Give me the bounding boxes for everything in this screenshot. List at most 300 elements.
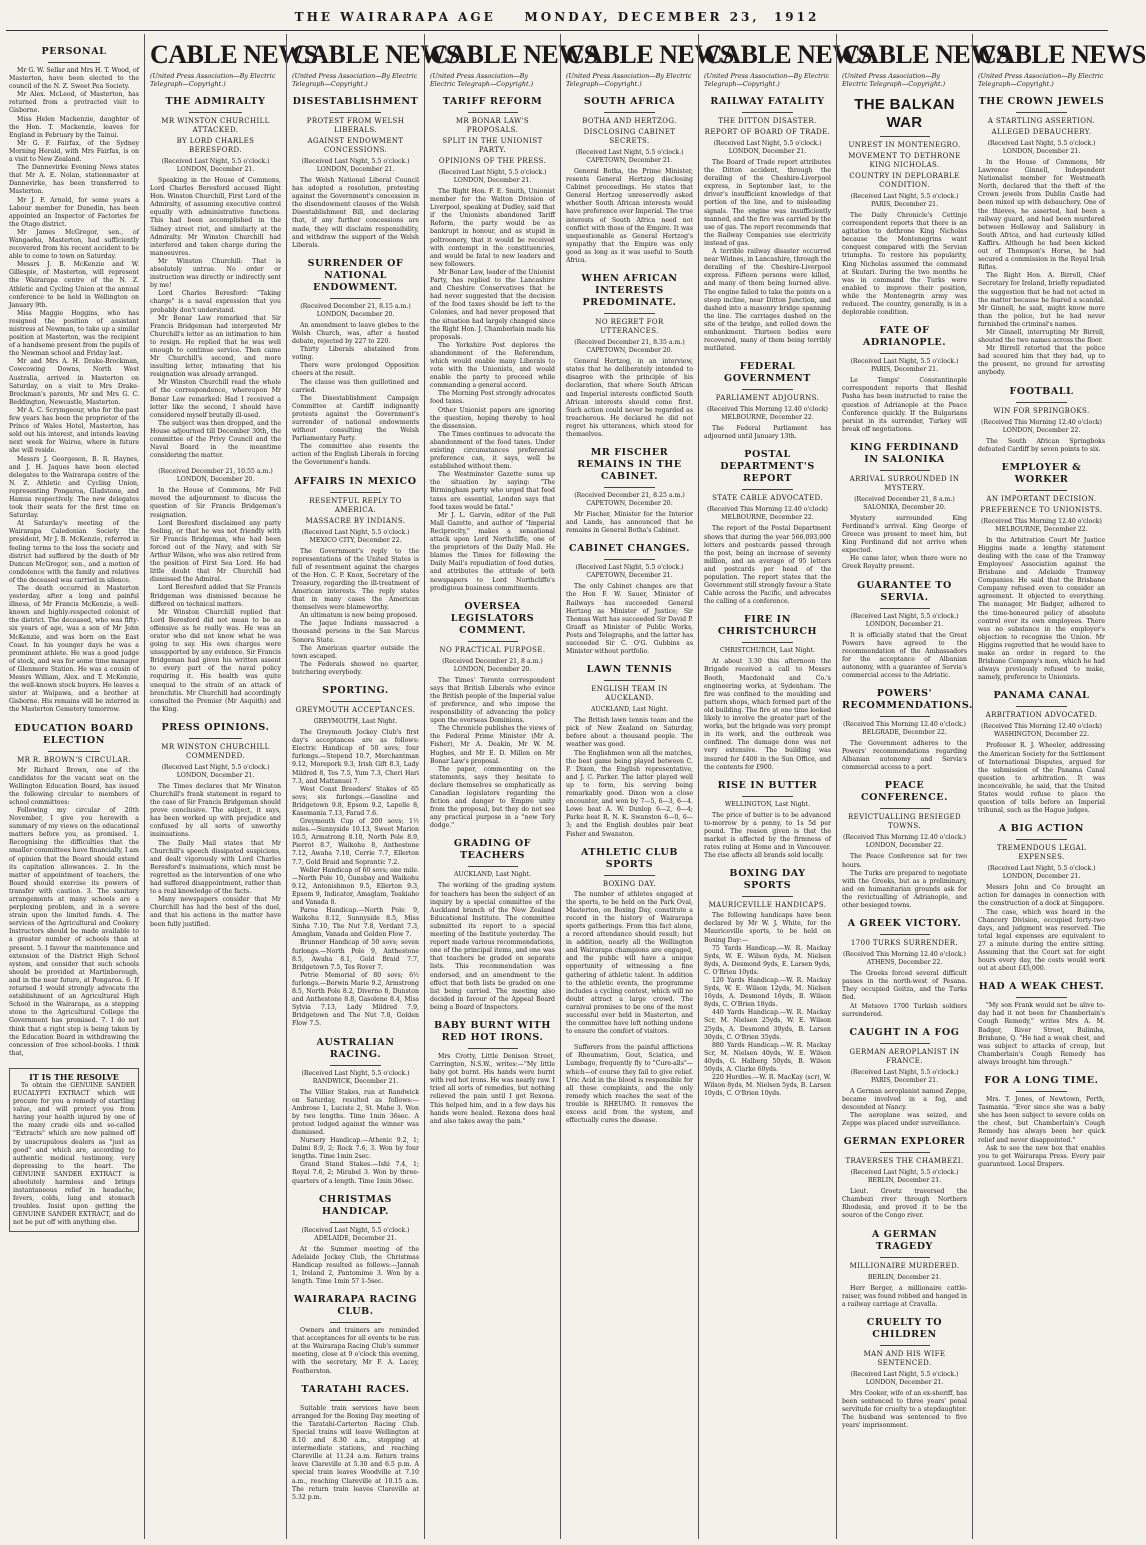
article — [978, 690, 1105, 815]
article-dateline: CHRISTCHURCH, Last Night. — [720, 647, 815, 655]
article — [704, 361, 831, 441]
article-dateline: (Received This Morning 12.40 o'clock) MELBOURNE, December 22. — [981, 517, 1102, 533]
article-subhead: DISCLOSING CABINET SECRETS. — [583, 128, 676, 145]
headline-rule — [468, 1048, 518, 1049]
article-paragraph: The Peace Conference sat for two hours. — [842, 853, 967, 869]
article-paragraph: Lord Beresford added that Sir Francis Bridgeman was dismissed because he differed on technical matters. — [150, 584, 281, 608]
article-headline: RAILWAY FATALITY — [710, 96, 825, 107]
article-headline: AFFAIRS IN MEXICO — [294, 475, 417, 487]
advertisement-headline: IT IS THE RESOLVE — [29, 1071, 119, 1082]
article-headline: WAIRARAPA RACING CLUB. — [293, 1294, 418, 1318]
article-paragraph: A German aeroplanist named Zeppe, became involved in a fog, and descended at Nancy. — [842, 1087, 967, 1111]
article-headline: MR FISCHER REMAINS IN THE CABINET. — [577, 447, 682, 483]
newspaper-column — [972, 34, 1146, 1539]
article — [292, 1037, 419, 1186]
article-subhead: UNREST IN MONTENEGRO. — [848, 141, 961, 149]
article-paragraph: Mr James McGregor, sen., of Wangaehu, Masterton, had sufficiently recovered from his recent accident to be able to come to town on Saturday. — [9, 228, 139, 261]
article-dateline: (Received This Morning 12.40 o'clock) MELBOURNE, December 22. — [707, 506, 828, 522]
article-paragraph: Paroa Handicap.—North Pole 9, Waikohu 8.12, Sunnyside 8.5, Miss Sinha 7.10, The Nut 7.8, Verdant 7.3, Amaglam, Vanada and Golden Flow 7. — [292, 907, 419, 939]
article-headline: THE CROWN JEWELS — [978, 96, 1105, 107]
article-subhead: TREMENDOUS LEGAL EXPENSES. — [996, 844, 1087, 862]
article-subhead: REVICTUALLING BESIEGED TOWNS. — [847, 813, 961, 831]
article-paragraph: Mr and Mrs A. H. Drake-Brockman, Cowcowing Downs, North West Australia, arrived in Masterton on Saturday, on a visit to Mrs Drake-Brockman's parents, Mr and Mrs G. C. Beddington, Newcastle, Masterton. — [9, 358, 139, 406]
article-paragraph: Herr Berger, a millionaire cattle-raiser, was found robbed and hanged in a railway carriage at Cravalla. — [842, 1284, 967, 1308]
article-paragraph: The committee also resents the action of the English Liberals in forcing the Government's hands. — [292, 443, 419, 467]
article — [842, 1317, 967, 1430]
article-paragraph: Mr Bonar Law remarked that Sir Francis Bridgeman had interpreted Mr Churchill's letter as an intimation to him to resign. He replied that he was well enough to continue service. Then came Mr Churchill's second, and more insulting letter, intimating that his resignation was already arranged. — [150, 314, 281, 379]
article-paragraph: Ask to see the new box that enables you to get Wairarapa Press. Every pair guaranteed. Local Drapers. — [978, 1144, 1105, 1168]
article-subhead: ARBITRATION ADVOCATED. — [985, 711, 1098, 720]
article-dateline: (Received Last Night, 5.5 o'clock.) LONDON, December 21. — [161, 763, 270, 779]
article-dateline: (Received Last Night, 5.5 o'clock.) RANDWICK, December 21. — [301, 1069, 410, 1085]
article-subhead: PREFERENCE TO UNIONISTS. — [980, 505, 1103, 514]
headline-rule — [330, 1065, 381, 1066]
article-dateline: (Received December 21, 8.15 a.m.) LONDON, December 20. — [300, 302, 411, 318]
article-subhead: MR BONAR LAW'S PROPOSALS. — [455, 117, 530, 134]
article — [704, 449, 831, 606]
headline-rule — [48, 751, 100, 752]
press-credit: (United Press Association—By Electric Telegraph—Copyright.) — [150, 72, 276, 88]
headline-rule — [880, 1043, 930, 1044]
headline-rule — [880, 808, 930, 809]
article-subhead: SPLIT IN THE UNIONIST PARTY. — [442, 137, 543, 154]
article-dateline: (Received This Morning 12.40 o'clock) LONDON, December 22. — [981, 418, 1102, 434]
article — [292, 1194, 419, 1286]
article-headline: AUSTRALIAN RACING. — [316, 1036, 395, 1060]
article-paragraph: The clause was then guillotined and carried. — [292, 378, 419, 394]
article-dateline: (Received Last Night, 5.5 o'clock.) LONDON, December 21. — [850, 1370, 959, 1386]
article-subhead: PARLIAMENT ADJOURNS. — [715, 394, 820, 403]
article-paragraph: The Times declares that Mr Winston Churchill's frank statement in regard to the case of Sir Francis Bridgeman should prove conclusive. The subject, it says, has been worked up with prejudice and confused by all sorts of unworthy insinuations. — [150, 782, 281, 839]
article-dateline: (Received Last Night, 5.5 o'clock.) LONDON, December 21. — [987, 140, 1096, 155]
article-dateline: (Received Last Night, 5.5 o'clock.) LONDON, December 21. — [301, 158, 410, 173]
headline-rule — [468, 641, 518, 642]
article-headline: HAD A WEAK CHEST. — [978, 981, 1105, 993]
article-paragraph: Mr A. C. Scrymgeour, who for the past few years has been the proprietor of the Prince of Wales Hotel, Masterton, has sold out his interest, and intends leaving next week for Wairoa, where in future she will reside. — [9, 406, 139, 455]
article-paragraph: Mr G. W. Sellar and Mrs H. T. Wood, of Masterton, have been elected to the council of the N. Z. Sweet Pea Society. — [9, 67, 139, 91]
article-paragraph: The paper, commenting on the statements, says they hesitate to declare themselves so emphatically as Canadian legislators regarding the fiction and danger to Empire unity from the proposal, but they do not see any practical purpose in a "new Tory dodge." — [430, 765, 555, 830]
article-subhead: MASSACRE BY INDIANS. — [305, 516, 406, 525]
article-paragraph: An ultimatum is now being proposed. — [300, 612, 418, 620]
article-paragraph: The report of the Postal Department shows that during the year 566,093,000 letters and postcards passed through the post, being an increase of seventy million, and an average of 95 letters and postcards per head of the population. The report states that the Government still strongly favour a State Cable across the Pacific, and advocates the calling of a conference. — [704, 525, 831, 606]
article-paragraph: The Englishmen won all the matches, the best game being played between C. P. Dixon, the English representative, and J. C. Parker. The latter played well up to form, his serving being remarkably good. Dixon won a close encounter, and won by 7—5, 6—3, 6—4. Lowe beat A. W. Dunlop 6—2, 6—4; Parke beat R. N. K. Swanston 6—0, 6—3; and the English doubles pair beat Fisher and Swanston. — [566, 749, 693, 838]
headline-rule — [189, 738, 241, 739]
headline-rule — [742, 642, 793, 643]
article-paragraph: 880 Yards Handicap.—W. R. Mackay Scr, M. Nielsen 40yds, W. E. Wilson 40yds, G. Halberg 50yds, B. Wilson 50yds, A. Clarke 60yds. — [704, 1041, 831, 1074]
headline-rule — [604, 487, 655, 488]
headline-rule — [880, 470, 930, 471]
article — [978, 96, 1105, 378]
article-paragraph: There were prolonged Opposition cheers at the result. — [292, 362, 419, 378]
article — [150, 468, 281, 714]
headline-rule — [880, 608, 930, 609]
article — [842, 1027, 967, 1128]
article-paragraph: Nursery Handicap.—Athenic 9.2, 1; Dalmi 8.9, 2; Rock 7.6, 3. Won by four lengths. Time 1min 2sec. — [292, 1137, 419, 1161]
headline-rule — [1016, 112, 1067, 113]
article-headline: POWERS' RECOMMENDATIONS. — [842, 688, 973, 712]
article-dateline: (Received This Morning 12.40 o'clock) WASHINGTON, December 22. — [981, 723, 1102, 739]
article — [842, 780, 967, 910]
article-paragraph: The Right Hon. A. Birrell, Chief Secretary for Ireland, briefly repudiated the suggestion that he had not acted in the matter because he feared a scandal. Mr Ginnell, he said, might know more than the police, but he had never furnished the criminal's names. — [978, 272, 1105, 328]
article — [566, 273, 693, 439]
article — [842, 688, 973, 772]
article-dateline: (Received Last Night, 5.5 o'clock.) LONDON, December 21. — [850, 612, 959, 628]
article-subhead: COUNTRY IN DEPLORABLE CONDITION. — [849, 172, 960, 189]
article-paragraph: At about 3.30 this afternoon the Brigade received a call to Messrs Booth, Macdonald and Co.'s engineering works, at Sydenham. The fire was confined to the moulding and pattern shops, which formed part of the old building. The fire at one time looked likely to involve the greater part of the works, but the brigade was very prompt in its work, and the outbreak was confined. The damage done was not very extensive. The building was insured for £400 in the Sun Office, and the contents for £900. — [704, 658, 831, 771]
article-paragraph: The British lawn tennis team and the pick of New Zealand on Saturday, before about a thousand people. The weather was good. — [566, 717, 693, 749]
article — [566, 543, 693, 656]
article-headline: GERMAN EXPLORER — [843, 1136, 966, 1148]
column-header: CABLE NEWS — [704, 40, 872, 69]
article — [978, 462, 1105, 683]
article-paragraph: Mr Winston Churchill replied that Lord Beresford did not mean to be as offensive as he really was. He was an orator who did not know what he was going to say. His own charges were unsupported by any evidence. Sir Francis Bridgeman had given his written assent to every part of the naval policy requiring it. His health was quite unequal to the strain of an attack of bronchitis. Mr Churchill had accordingly consulted the Premier (Mr Asquith) and the King. — [150, 608, 281, 713]
article — [430, 96, 555, 593]
article — [430, 838, 555, 1012]
article-paragraph: In the Arbitration Court Mr Justice Higgins made a lengthy statement dealing with the case of the Tramway Employees' Association against the Brisbane and Adelaide Tramway Companies. He said that the Brisbane Company refused even to consider an agreement. It objected to everything. The manager, Mr Badger, adhered to the time-honoured policy of absolute control over its own employees. There was no substance in the employer's objection to recognise the Union. Mr Higgins regretted that he would have to make an order in regard to the Brisbane Company's men, which he had always previously refused to make, namely, preference to Unionists. — [978, 536, 1105, 682]
article-paragraph: The American quarter outside the town escaped. — [292, 644, 419, 660]
headline-rule — [468, 112, 518, 113]
article-subhead: MAURICEVILLE HANDICAPS. — [708, 901, 827, 910]
headline-rule — [880, 934, 930, 935]
article-headline: WHEN AFRICAN INTERESTS PREDOMINATE. — [581, 273, 678, 309]
article-headline: FOR A LONG TIME. — [984, 1075, 1099, 1087]
headline-rule — [880, 136, 930, 137]
article-subhead: STATE CABLE ADVOCATED. — [712, 494, 823, 503]
article-paragraph: The Government adheres to the Powers' recommendations regarding Albanian autonomy and Servia's commercial access to a port. — [842, 740, 967, 772]
article — [566, 1044, 693, 1125]
article-paragraph: Mr Fischer, Minister for the Interior and Lands, has announced that he remains in General Botha's Cabinet. — [566, 511, 693, 535]
article-subhead: OPINIONS OF THE PRESS. — [438, 157, 547, 165]
article-paragraph: Mr J. F. Arnold, for some years a Labour member for Dunedin, has been appointed an Inspector of Factories for the Otago district. — [9, 196, 139, 228]
article-dateline: (Received Last Night, 5.5 o'clock.) PARIS, December 21. — [850, 1068, 959, 1084]
press-credit: (United Press Association—By Electric Telegraph—Copyright.) — [430, 72, 534, 88]
article-paragraph: The Greeks forced several difficult passes in the north-west of Pesana. They occupied Goitza, and the Turks fled. — [842, 970, 967, 1002]
article — [704, 868, 831, 1098]
article-paragraph: The South African Springboks defeated Cardiff by seven points to six. — [978, 437, 1105, 453]
article-dateline: (Received December 21, 8.35 a.m.) CAPETOWN, December 20. — [574, 339, 685, 355]
article-paragraph: Lord Beresford disclaimed any party feeling, or that he was not friendly with Sir Francis Bridgeman, who had been forced out of the Navy, and with Sir Arthur Wilson, who was also retired from the position of First Sea Lord. He had little doubt that Mr Churchill had dismissed the Admiral. — [150, 519, 281, 584]
headline-rule — [880, 1257, 930, 1258]
article-dateline: (Received Last Night, 5.5 o'clock.) ADELAIDE, December 21. — [301, 1226, 410, 1242]
newspaper-columns — [4, 34, 1146, 1539]
article-paragraph: The Villier Stakes, run at Randwick on Saturday, resulted as follows:—Ambrose 1, Luciste 2, St. Mahe 3. Won by two lengths. Time 1min 36sec. A protest lodged against the winner was dismissed. — [292, 1088, 419, 1136]
article-paragraph: Petrie Memorial of 80 sovs; 6½ furlongs.—Berwin Marie 9.2, Armstrong 8.5, North Pole 8.2, Diverno 8, Dunston and Anthestone 8.8, Gasolene 8.4, Miss Sylvia 7.13, Lady Mildred 7.9, Bridgetown and The Nut 7.8, Golden Flow 7.5. — [292, 971, 419, 1028]
article-paragraph: Messrs J. B. McKenzie and W. Gillespie, of Masterton, will represent the Wairarapa centre of the N. Z. Athletic and Cycling Union at the annual conference to be held in Wellington on January 9th. — [9, 261, 139, 309]
article — [292, 1294, 419, 1376]
article-subhead: BOXING DAY. — [602, 879, 657, 888]
article-subhead: NO REGRET FOR UTTERANCES. — [595, 318, 664, 336]
article-subhead: A STARTLING ASSERTION. — [987, 117, 1096, 125]
article-headline: FATE OF ADRIANOPLE. — [862, 325, 947, 349]
newspaper-column — [560, 34, 734, 1539]
headline-rule — [742, 489, 793, 490]
headline-rule — [742, 112, 793, 113]
headline-rule — [604, 313, 655, 314]
article-paragraph: Mr Winston Churchill read the whole of the correspondence, whereupon Mr Bonar Law remarked: Had I received a letter like the second, I should have considered myself brutally ill-used. — [150, 379, 281, 419]
article-paragraph: The case, which was heard in the Chancery Division, occupied forty-two days, and judgment was reserved. The total legal expenses are equivalent to 27 a minute during the entire sitting. Assuming that the Court sat for eight hours every day, the costs would work out at about £45,000. — [978, 908, 1105, 973]
article-paragraph: Following my circular of 20th November, I give you herewith a summary of my views on the educational matters before you, as promised. 1. Recognising the difficulties that the smaller committees have financially, I am of opinion that the Board should extend its capitation allowances. 2. In the matter of appointment of teachers, the Board should exercise its powers of transfer with caution. 3. The sanitary arrangements at many schools are a perplexing problem, and in a severe strain upon the limited funds. 4. The services of the Agricultural and Cookery Instructors should be made available to a greater number of schools than at present. 5. I favour the maintenance and extension of the District High School system, and consider that such schools should be provided at Martinborough, and in the near future, at Pongaroa. 6. If returned I would strongly advocate the establishment of an Agricultural High School in the Wairarapa, as a stepping stone to the Agricultural College the Government has promised. 7. I do not think that a right step is being taken by the Education Board in withdrawing the concession of free school-books. I think that, — [9, 806, 139, 1057]
headline-rule — [330, 1222, 381, 1223]
headline-rule — [330, 112, 381, 113]
article-subhead: MOVEMENT TO DETHRONE KING NICHOLAS. — [848, 152, 961, 169]
article-paragraph: The Jaque Indians massacred a thousand persons in the San Marcus Sonora State. — [292, 620, 419, 644]
article-paragraph: "My son Frank would not be alive to-day had it not been for Chamberlain's Cough Remedy," writes Mrs A. M. Badger, River Street, Bulimba, Brisbane, Q. "He had a weak chest, and was subject to attacks of croup, but Chamberlain's Cough Remedy has always brought him through." — [978, 1002, 1105, 1066]
article-headline: THE ADMIRALTY — [165, 96, 266, 107]
article-headline: POSTAL DEPARTMENT'S REPORT — [720, 449, 815, 485]
headline-rule — [1016, 839, 1067, 840]
article-subhead: GERMAN AEROPLANIST IN FRANCE. — [849, 1047, 960, 1065]
article-subhead: BOTHA AND HERTZOG. — [582, 117, 677, 125]
article-paragraph: The Chronicle publishes the views of the Federal Prime Minister (Mr A. Fisher), Mr A. Deakin, Mr W. M. Hughes, and Mr E. D. Millen on Mr Bonar Law's proposal. — [430, 725, 555, 765]
article-subhead: MAN AND HIS WIFE SENTENCED. — [863, 1349, 946, 1367]
headline-rule — [330, 492, 381, 493]
article-paragraph: The Dannevirke Evening News states that Mr A. E. Nolan, stationmaster at Dannevirke, has been transferred to Masterton. — [9, 164, 139, 196]
article-headline: CHRISTMAS HANDICAP. — [319, 1193, 392, 1217]
article-paragraph: Weller Handicap of 60 sovs; one mile.—North Pole 10, Gunsbay and Waikohu 9.12, Antonishmon 9.5, Ellerton 9.3, Epsom 9, Indicator, Amaglam, Teakiaho and Vanada 8. — [292, 866, 419, 906]
article-dateline: GREYMOUTH, Last Night. — [313, 718, 398, 726]
article-subhead: WIN FOR SPRINGBOKS. — [993, 406, 1090, 415]
article-paragraph: The Federals showed no quarter, butchering everybody. — [292, 660, 419, 676]
article-headline: PERSONAL — [41, 46, 107, 57]
headline-rule — [330, 1400, 381, 1401]
article-paragraph: A terrible railway disaster occurred near Widnes, in Lancashire, through the derailing of the Cheshire-Liverpool express. Fifteen persons were killed, and many of them being burned alive. The engine failed to take the points on a steep incline, near Ditton Junction, and dashed into a masonry bridge spanning the line. The carriages dashed on the site of the bridge, and rolled down the embankment. Thirteen bodies were recovered, many of them being terribly mutilated. — [704, 248, 831, 353]
article-dateline: (Received December 21, 8 a.m.) LONDON, December 20. — [442, 657, 543, 673]
article-paragraph: Grand Stand Stakes.—Ishi 7.4, 1; Royal 7.6, 2; Mirabel 3. Won by three-quarters of a length. Time 1min 36sec. — [292, 1161, 419, 1185]
article — [842, 1136, 967, 1220]
article-dateline: AUCKLAND, Last Night. — [454, 871, 531, 879]
headline-rule — [1016, 706, 1067, 707]
article-paragraph: 220 Hurdles.—W. R. MacKay (scr), W. Wilson 8yds, M. Nielsen 5yds, B. Larsen 10yds, C. O'Brien 10yds. — [704, 1074, 831, 1098]
article — [566, 664, 693, 838]
article-paragraph: Mr Bonar Law, leader of the Unionist Party, has replied to the Lancashire and Cheshire Conservatives that he had never suggested that the decision of the food taxes should be left to the Colonies, and had never proposed that the situation had largely changed since the Right Hon. J. Chamberlain made his proposals. — [430, 268, 555, 341]
article-paragraph: 120 Yards Handicap.—W. R. Mackay Syds, W. E. Wilson 12yds, M. Nielsen 16yds, A. Desmond 16yds, B. Wilson 8yds, C. O'Brien 18yds. — [704, 977, 831, 1009]
article-paragraph: The Board of Trade report attributes the Ditton accident, through the derailing of the Cheshire-Liverpool express, in September last, to the driver's insufficient knowledge of that portion of the line, and to misleading signals. The engine was insufficiently manned, and the fire was carried by the use of gas. The report recommends that the Railway Companies use electricity instead of gas. — [704, 159, 831, 247]
article-dateline: (Received December 21, 10.55 a.m.) LONDON, December 20. — [158, 468, 273, 484]
article-paragraph: Miss Helen Mackenzie, daughter of the Hon. T. Mackenzie, leaves for England in February by the Tainui. — [9, 115, 139, 139]
article-paragraph: Many newspapers consider that Mr Churchill has had the best of the duel, and that his actions in the matter have been fully justified. — [150, 896, 281, 928]
article — [150, 722, 281, 929]
article-paragraph: Mr Winston Churchill: That is absolutely untrue. No order or instruction was directly or indirectly sent by me! — [150, 257, 281, 290]
article — [842, 580, 967, 681]
article-paragraph: The Greymouth Jockey Club's first day's acceptances are as follows: Electric Handicap of 50 sovs; four furlongs.—Stepend 10.7, Merchantman 9.12, Morepork 9.3, Irish Gift 8.3, Lady Mildred 8, Tes 7.5, Yum 7.3, Cheri Hari 7.3, and Mattanuei 7. — [292, 729, 419, 785]
article — [704, 614, 831, 771]
article-paragraph: The subject was then dropped, and the House adjourned till December 30th, the committee of the Privy Council and the Naval Board in the meantime considering the matter. — [150, 419, 281, 460]
article-paragraph: 75 Yards Handicap.—W. R. Mackay Syds, W. E. Wilson 6yds, M. Nielsen 8yds, A. Desmond 9yds, E. Larsen 9yds, C. O'Brien 10yds. — [704, 944, 831, 976]
article — [842, 442, 967, 572]
article-paragraph: Thirty Liberals abstained from voting. — [292, 346, 419, 362]
article-paragraph: Mr G. F. Fairfax, of the Sydney Morning Herald, with Mrs Fairfax, is on a visit to New Zealand. — [9, 139, 139, 164]
article — [842, 918, 967, 1019]
article-paragraph: The number of athletes engaged at the sports, to be held on the Park Oval, Masterton, on Boxing Day, constitute a record in the history of Wairarapa sports gatherings. From this fact alone, a record attendance should result; but in addition, nearly all the Wellington and Wairarapa champions are engaged, and the public will have a unique opportunity of witnessing a fine gathering of athletic talent. In addition to the athletic events, the programme includes a cycling contest, which will no doubt attract a large crowd. The carnival promises to be one of the most successful ever held in Masterton, and the committee have left nothing undone to ensure the comfort of visitors. — [566, 890, 693, 1036]
article-headline: RISE IN BUTTER — [717, 779, 818, 791]
article-paragraph: The Disestablishment Campaign Committee at Cardiff indignantly protests against the Government's surrender of national endowments without consulting the Welsh Parliamentary Party. — [292, 394, 419, 443]
article-subhead: ENGLISH TEAM IN AUCKLAND. — [591, 685, 668, 703]
headline-rule — [880, 1152, 930, 1153]
article-paragraph: Mr Richard Brown, one of the candidates for the vacant seat on the Wellington Education Board, has issued the following circular to members of school committees: — [9, 766, 139, 806]
article-dateline: (Received Last Night, 5.5 o'clock.) BERLIN, December 21. — [850, 1169, 959, 1185]
headline-rule — [604, 875, 655, 876]
article — [978, 1075, 1105, 1169]
article-paragraph: It is officially stated that the Great Powers have agreed to the recommendation of the Ambassadors for the acceptance of Albanian autonomy, with a guarantee of Servia's commercial access to the Adriatic. — [842, 631, 967, 679]
article-subhead: THE DITTON DISASTER. — [718, 117, 817, 125]
headline-rule — [604, 680, 655, 681]
article-paragraph: Messrs J. Georgeson, B. R. Haynes, and J. H. Jaques have been elected delegates to the Wairarapa centre of the N. Z. Athletic and Cycling Union, representing Pongaroa, Gladstone, and Hamua respectively. The new delegates took their seats for the first time on Saturday. — [9, 455, 139, 520]
article-paragraph: Other Unionist papers are ignoring the question, hoping thereby to heal the dissension. — [430, 406, 555, 430]
article-paragraph: The Westminster Gazette sums up the situation by saying: "The Birmingham party who urged that food taxes are essential, London says that food taxes would be fatal." — [430, 471, 555, 511]
article-paragraph: The Welsh National Liberal Council has adopted a resolution, protesting against the Government's concession in the disendowment clauses of the Welsh Disestablishment Bill, and declaring that, if any further concessions are made, they will disclaim responsibility, and withdraw the support of the Welsh Liberals. — [292, 177, 419, 249]
press-credit: (United Press Association—By Electric Telegraph—Copyright.) — [704, 72, 830, 88]
headline-rule — [468, 866, 518, 867]
article-headline: A GERMAN TRAGEDY — [871, 1228, 938, 1252]
article — [9, 723, 139, 1058]
article-headline: TARIFF REFORM — [442, 96, 543, 107]
article-subhead: GREYMOUTH ACCEPTANCES. — [295, 706, 416, 715]
article-headline: GUARANTEE TO SERVIA. — [857, 579, 952, 603]
article-paragraph: Mr Ginnell, interrupting Mr Birrell, shouted the two names across the floor. — [978, 328, 1105, 345]
headline-rule — [880, 353, 930, 354]
article-paragraph: At Metsovo 1700 Turkish soldiers surrendered. — [842, 1002, 967, 1018]
article-dateline: (Received This Morning 12.40 o'clock.) LONDON, December 22. — [843, 834, 966, 850]
article-paragraph: Lord Charles Beresford: "Taking charge" is a naval expression that you probably don't understand. — [150, 290, 281, 314]
newspaper-column — [698, 34, 872, 1539]
article-subhead: NO PRACTICAL PURPOSE. — [439, 645, 546, 654]
article-paragraph: Sufferers from the painful afflictions of Rheumatism, Gout, Sciatica, and Lumbago, frequently fly to "Cure-alls"—which—of course they fail to give relief. Uric Acid in the blood is responsible for all these complaints, and the only remedy which reaches the seat of the trouble is RHEUMO. It removes the excess acid from the system, and effectually cures the disease. — [566, 1044, 693, 1125]
article-dateline: (Received This Morning 12.40 o'clock.) BELGRADE, December 22. — [843, 721, 966, 737]
article-paragraph: Miss Maggie Hoggins, who has resigned the position of assistant mistress at Newman, to take up a similar position at Masterton, was the recipient of a handsome present from the pupils of the Newman school and Friday last. — [9, 309, 139, 358]
article-paragraph: At Saturday's meeting of the Wairarapa Caledonian Society the president, Mr J. B. McKenzie, referred in feeling terms to the loss the society and district had suffered by the death of Mr Duncan McGregor, sen., and a motion of condolence with the family and relatives of the deceased was carried in silence. — [9, 520, 139, 584]
headline-rule — [880, 716, 930, 717]
masthead-year: 1912 — [773, 10, 820, 24]
masthead-day: MONDAY, — [524, 10, 611, 24]
article-paragraph: General Botha, the Prime Minister, resents General Hertzog disclosing Cabinet proceedings. He states that General Hertzog unreservedly asked whether South African interests would have preference over Imperial. The true interests of South Africa need not conflict with those of the Empire. It was unquestionable as General Hertzog's sympathy that the Empire was only good as long as it was useful to South Africa. — [566, 168, 693, 265]
press-credit: (United Press Association—By Electric Telegraph—Copyright.) — [978, 72, 1104, 88]
article-dateline: WELLINGTON, Last Night. — [724, 800, 811, 808]
headline-rule — [742, 389, 793, 390]
column-header: CABLE NEWS — [430, 40, 598, 69]
article-paragraph: Mr J. L. Garvin, editor of the Pall Mall Gazette, and author of "Imperial Reciprocity," makes a sensational attack upon Lord Northcliffe, one of the proprietors of the Daily Mail. He blames the Times for following the Daily Mail's repudiation of food duties, and attributes the attitude of both newspapers to Lord Northcliffe's prodigious business commitments. — [430, 511, 555, 592]
article-paragraph: Lieut. Groetz traversed the Chambezi river through Northern Rhodesia, and proved it to be the source of the Congo river. — [842, 1188, 967, 1220]
article-headline: CRUELTY TO CHILDREN — [866, 1316, 943, 1340]
article — [9, 46, 139, 715]
article-dateline: AUCKLAND, Last Night. — [591, 706, 668, 714]
article-paragraph: The Right Hon. F. E. Smith, Unionist member for the Walton Division of Liverpool, speaking at Dudley, said that if the Unionists abandoned Tariff Reform, the party would be as bankrupt in honour, and as stupid in poltroonery, that it would be received with contempt in the constituencies, and would be fatal to new leaders and new followers. — [430, 188, 555, 268]
article-headline: KING FERDINAND IN SALONIKA — [850, 441, 959, 465]
article-paragraph: The price of butter is to be advanced to-morrow by a penny, to 1s 5d per pound. The reason given is that the market is affected by the firmness of rates ruling at Home and in Vancouver. The rise affects all brands sold locally. — [704, 811, 831, 860]
article-subhead: MR R. BROWN'S CIRCULAR. — [17, 755, 131, 764]
article-headline: FEDERAL GOVERNMENT — [724, 361, 811, 385]
article-headline: SOUTH AFRICA — [583, 96, 676, 107]
article — [292, 96, 419, 250]
advertisement — [9, 1068, 139, 1232]
article-paragraph: Mr Alex. McLeod, of Masterton, has returned from a protracted visit to Gisborne. — [9, 91, 139, 115]
column-header: CABLE NEWS — [842, 40, 1010, 69]
headline-rule — [604, 559, 655, 560]
article — [292, 476, 419, 678]
headline-rule — [1016, 402, 1067, 403]
article-subhead: PROTEST FROM WELSH LIBERALS. — [306, 117, 405, 134]
headline-rule — [1016, 1091, 1067, 1092]
article-headline: PANAMA CANAL — [993, 690, 1090, 702]
article-paragraph: The Yorkshire Post deplores the abandonment of the Referendum, which would enable many Liberals to vote with the Unionists, and would enable the party to proceed while commanding a general accord. — [430, 341, 555, 390]
article-paragraph: Messrs John and Co brought an action for damages in connection with the construction of a dock at Singapore. — [978, 884, 1105, 908]
article-headline: SPORTING. — [322, 685, 389, 697]
article-paragraph: In the House of Commons, Mr Fell moved the adjournment to discuss the question of Sir Francis Bridgeman's resignation. — [150, 487, 281, 519]
article-paragraph: Le Temps' Constantinople correspondent reports that Reshid Pasha has been instructed to raise the question of Adrianople at the Peace Conference quickly. If the Bulgarians persist in its surrender, Turkey will break off negotiations. — [842, 377, 967, 433]
article-subhead: MR WINSTON CHURCHILL ATTACKED. — [161, 117, 270, 134]
masthead — [0, 10, 1114, 24]
article-headline: TARATAHI RACES. — [301, 1383, 410, 1395]
article-subhead: RESENTFUL REPLY TO AMERICA. — [309, 496, 402, 514]
article-dateline: (Received Last Night, 5.5 o'clock.) PARIS, December 21. — [850, 193, 959, 208]
article-subhead: TRAVERSES THE CHAMBEZI. — [845, 1157, 964, 1166]
article — [704, 780, 831, 861]
article — [292, 685, 419, 1028]
column-header: CABLE NEWS — [566, 40, 734, 69]
article — [566, 847, 693, 1037]
article-paragraph: West Coast Breeders' Stakes of 65 sovs; six furlongs.—Gasoline and Bridgetown 9.8, Epsom 9.2, Lapelle 8, Kasemania 7.13, Farad 7.6. — [292, 785, 419, 817]
article-dateline: (Received Last Night, 5.5 o'clock.) LONDON, December 21. — [713, 140, 822, 155]
article-paragraph: The Morning Post strongly advocates food taxes. — [430, 390, 555, 406]
article-paragraph: The Daily Mail states that Mr Churchill's speech dissipated suspicions, and dealt vigorously with Lord Charles Beresford's insinuations, which must be regretted as the intervention of one who had suffered disappointment, rather than to a real knowledge of the facts. — [150, 839, 281, 896]
article-paragraph: The Times continues to advocate the abandonment of the food taxes. Under existing circumstances preferential preference can, it says, well be established without them. — [430, 430, 555, 471]
article — [978, 823, 1105, 973]
article — [292, 1384, 419, 1502]
article — [292, 258, 419, 468]
column-header: CABLE NEWS — [150, 40, 318, 69]
article-paragraph: Mrs. T. Jones, of Newtown, Perth, Tasmania. "Ever since she was a baby she has been subject to severe colds on the chest, but Chamberlain's Cough Remedy has always been her quick relief and never disappointed." — [978, 1096, 1105, 1144]
article-headline: DISESTABLISHMENT — [292, 96, 419, 107]
article-subhead: BY LORD CHARLES BERESFORD. — [176, 137, 255, 154]
article-dateline: (Received This Morning 12.40 o'clock.) ATHENS, December 22. — [843, 951, 966, 967]
article-paragraph: At the Summer meeting of the Adelaide Jockey Club, the Christmas Handicap resulted as follows:—Jannah 1, Ireland 2, Pantomime 3. Won by a length. Time 1min 57 1-5sec. — [292, 1245, 419, 1285]
headline-rule — [742, 896, 793, 897]
headline-rule — [880, 1345, 930, 1346]
headline-rule — [330, 1322, 381, 1323]
headline-rule — [48, 62, 100, 63]
press-credit: (United Press Association—By Electric Telegraph—Copyright.) — [842, 72, 946, 88]
article-paragraph: General Hertzog, in an interview, states that he deliberately intended to disagree with the principle of his declaration, that where South African and Imperial interests conflicted South African interests should come first. Such action could never be regarded as treacherous. He declared he did not regret his utterances, which stood for themselves. — [566, 358, 693, 438]
article-dateline: (Received Last Night, 5.5 o'clock.) PARIS, December 21. — [850, 358, 959, 374]
headline-rule — [1016, 997, 1067, 998]
article-headline: BOXING DAY SPORTS — [729, 868, 806, 892]
article-headline: EMPLOYER & WORKER — [1001, 461, 1082, 485]
headline-rule — [1016, 490, 1067, 491]
article-paragraph: The following handicaps have been declared by Mr W. J. White, for the Mauriceville sports, to be held on Boxing Day:— — [704, 912, 831, 944]
article-paragraph: Mystery surrounded King Ferdinand's arrival. King George of Greece was present to meet him, but King Ferdinand did not arrive when expected. — [842, 514, 967, 555]
article-paragraph: Owners and trainers are reminded that acceptances for all events to be run at the Wairarapa Racing Club's summer meeting, close at 9 o'clock this evening, with the secretary, Mr F. A. Lacey, Featherston. — [292, 1327, 419, 1375]
article-paragraph: The working of the grading system for teachers has been the subject of an inquiry by a special committee of the Auckland branch of the New Zealand Educational Institute. The committee submitted its report to a special meeting of the Institute yesterday. The report made various recommendations, one of the principal items, and one was that teachers be graded on separate lists. This recommendation was endorsed, and an amendment to the effect that both lists be graded on one list being carried. The meeting also decided in favour of the Appeal Board being a Board of Inspectors. — [430, 882, 555, 1011]
headline-rule — [330, 701, 381, 702]
article-headline: BABY BURNT WITH RED HOT IRONS. — [434, 1019, 551, 1043]
article-paragraph: The Government's reply to the representations of the United States is full of resentment against the charges of the Hon. C. P. Knox, Secretary of the Treasury, regarding the ill-treatment of American interests. The reply states that in many cases the American themselves were blameworthy. — [292, 547, 419, 612]
article — [566, 447, 693, 535]
article-headline: A BIG ACTION — [998, 823, 1085, 835]
article-subhead: AN IMPORTANT DECISION. — [986, 494, 1097, 503]
article-headline: LAWN TENNIS — [586, 664, 673, 676]
article-paragraph: In the House of Commons, Mr Lawrence Ginnell, Independent Nationalist member for Westmeath North, declared that the theft of the Crown jewels from Dublin Castle had been mixed up with debauchery. One of the thieves, he asserted, had been a railway guard, and had been murdered between Holloway and Salisbury in South Africa, and had curiously killed Kaffirs. Although he had been kicked out of Thompson's Horse, he had secured a commission in the Royal Irish Rifles. — [978, 159, 1105, 272]
advertisement-text: To obtain the GENUINE SANDER EUCALYPTI EXTRACT which will procure for you a remedy of startling value, and will protect you from having your health injured by one of the many crude oils and so-called "Extracts" which are now palmed off by unscrupulous dealers as "just as good" and which are, according to authentic medical testimony, very depressing to the heart. The GENUINE SANDER EXTRACT is absolutely harmless and brings instantaneous relief in headache, fevers, colds, lung and stomach troubles. Insist upon getting the GENUINE SANDER EXTRACT, and do not be put off with anything else. — [13, 1081, 135, 1227]
article — [978, 981, 1105, 1067]
article-paragraph: The Daily Chronicle's Cettinje correspondent reports that there is an agitation to dethrone King Nicholas because the Montenegrins want conquest compared with the Servian triumphs. To restore his popularity, King Nicholas assumed the command at Skutari. During the two months he was in command the Turks were enabled to improve their position, while the Montenegrin army was reduced. The country, generally, is in a deplorable condition. — [842, 212, 967, 317]
newspaper-column — [286, 34, 460, 1539]
masthead-title: THE WAIRARAPA AGE — [294, 10, 496, 24]
press-credit: (United Press Association—By Electric Telegraph—Copyright.) — [292, 72, 418, 88]
article — [842, 96, 967, 317]
article-headline: CAUGHT IN A FOG — [849, 1026, 960, 1038]
newspaper-column — [424, 34, 598, 1539]
article — [704, 96, 831, 353]
article-dateline: (Received Last Night, 5.5 o'clock.) CAPETOWN, December 21. — [575, 149, 684, 164]
